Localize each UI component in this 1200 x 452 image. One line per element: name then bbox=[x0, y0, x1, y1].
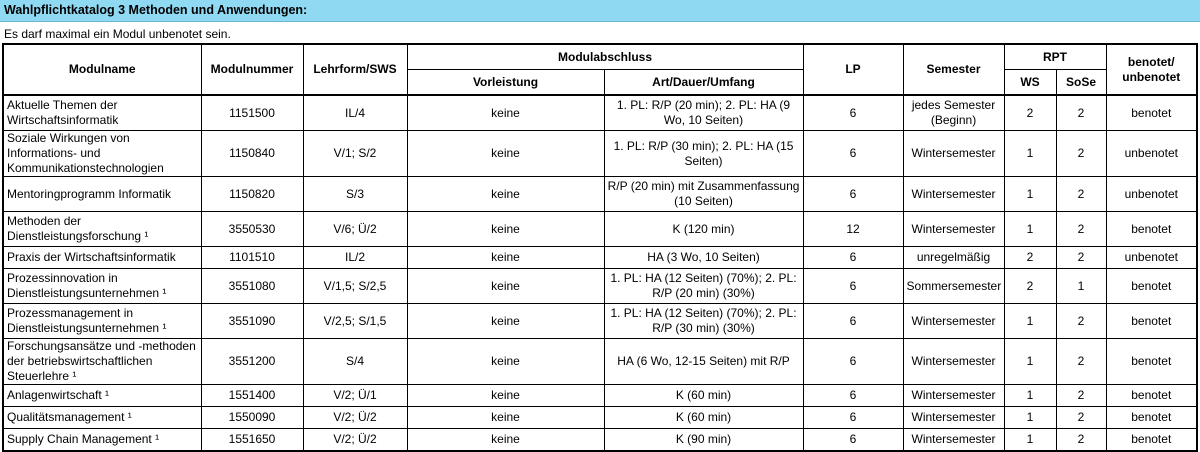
cell-nummer: 1551400 bbox=[201, 385, 303, 407]
cell-semester: Wintersemester bbox=[903, 385, 1004, 407]
header-semester: Semester bbox=[903, 44, 1004, 95]
cell-nummer: 3550530 bbox=[201, 212, 303, 247]
cell-art: K (120 min) bbox=[604, 212, 803, 247]
header-art: Art/Dauer/Umfang bbox=[604, 70, 803, 96]
cell-vorleistung: keine bbox=[407, 212, 604, 247]
table-row bbox=[3, 95, 1197, 131]
cell-sose: 2 bbox=[1056, 407, 1106, 429]
cell-ws: 2 bbox=[1004, 269, 1056, 304]
cell-lehrform: V/2; Ü/2 bbox=[303, 407, 407, 429]
cell-nummer: 1150820 bbox=[201, 177, 303, 212]
cell-art: 1. PL: R/P (30 min); 2. PL: HA (15 Seiten) bbox=[604, 131, 803, 177]
cell-ws: 2 bbox=[1004, 95, 1056, 131]
cell-name: Mentoringprogramm Informatik bbox=[3, 177, 201, 212]
cell-semester: Wintersemester bbox=[903, 429, 1004, 452]
cell-benotet: unbenotet bbox=[1106, 247, 1197, 269]
cell-vorleistung: keine bbox=[407, 247, 604, 269]
cell-nummer: 3551080 bbox=[201, 269, 303, 304]
cell-ws: 1 bbox=[1004, 177, 1056, 212]
table-row bbox=[3, 385, 1197, 407]
cell-semester: Wintersemester bbox=[903, 407, 1004, 429]
table-row bbox=[3, 407, 1197, 429]
cell-name: Prozessinnovation in Dienstleistungsunternehmen ¹ bbox=[3, 269, 201, 304]
cell-vorleistung: keine bbox=[407, 429, 604, 452]
cell-art: 1. PL: HA (12 Seiten) (70%); 2. PL: R/P (20 min) (30%) bbox=[604, 269, 803, 304]
cell-ws: 1 bbox=[1004, 212, 1056, 247]
cell-art: K (60 min) bbox=[604, 407, 803, 429]
header-rpt: RPT bbox=[1004, 44, 1106, 70]
cell-name: Forschungsansätze und -methoden der betriebswirtschaftlichen Steuerlehre ¹ bbox=[3, 339, 201, 385]
cell-sose: 2 bbox=[1056, 131, 1106, 177]
cell-nummer: 3551200 bbox=[201, 339, 303, 385]
cell-semester: unregelmäßig bbox=[903, 247, 1004, 269]
cell-lp: 6 bbox=[803, 304, 903, 339]
cell-ws: 2 bbox=[1004, 247, 1056, 269]
cell-nummer: 1151500 bbox=[201, 95, 303, 131]
cell-lehrform: V/1; S/2 bbox=[303, 131, 407, 177]
cell-lp: 6 bbox=[803, 407, 903, 429]
cell-nummer: 1101510 bbox=[201, 247, 303, 269]
cell-semester: Wintersemester bbox=[903, 131, 1004, 177]
cell-lehrform: S/4 bbox=[303, 339, 407, 385]
cell-name: Qualitätsmanagement ¹ bbox=[3, 407, 201, 429]
cell-name: Prozessmanagement in Dienstleistungsunternehmen ¹ bbox=[3, 304, 201, 339]
cell-vorleistung: keine bbox=[407, 385, 604, 407]
cell-name: Supply Chain Management ¹ bbox=[3, 429, 201, 452]
header-sose: SoSe bbox=[1056, 70, 1106, 96]
cell-vorleistung: keine bbox=[407, 339, 604, 385]
cell-sose: 2 bbox=[1056, 429, 1106, 452]
header-modulabschluss: Modulabschluss bbox=[407, 44, 803, 70]
cell-semester: jedes Semester (Beginn) bbox=[903, 95, 1004, 131]
cell-benotet: unbenotet bbox=[1106, 131, 1197, 177]
table-row bbox=[3, 212, 1197, 247]
cell-vorleistung: keine bbox=[407, 131, 604, 177]
cell-sose: 2 bbox=[1056, 212, 1106, 247]
table-row bbox=[3, 269, 1197, 304]
module-table bbox=[2, 43, 1198, 452]
cell-name: Anlagenwirtschaft ¹ bbox=[3, 385, 201, 407]
cell-art: K (90 min) bbox=[604, 429, 803, 452]
cell-art: 1. PL: HA (12 Seiten) (70%); 2. PL: R/P (30 min) (30%) bbox=[604, 304, 803, 339]
cell-benotet: benotet bbox=[1106, 429, 1197, 452]
cell-vorleistung: keine bbox=[407, 304, 604, 339]
cell-sose: 2 bbox=[1056, 304, 1106, 339]
cell-lp: 6 bbox=[803, 269, 903, 304]
header-benotet: benotet/ unbenotet bbox=[1106, 44, 1197, 95]
cell-benotet: benotet bbox=[1106, 95, 1197, 131]
cell-lehrform: S/3 bbox=[303, 177, 407, 212]
cell-benotet: benotet bbox=[1106, 339, 1197, 385]
cell-semester: Wintersemester bbox=[903, 339, 1004, 385]
cell-ws: 1 bbox=[1004, 407, 1056, 429]
cell-lp: 6 bbox=[803, 95, 903, 131]
cell-sose: 2 bbox=[1056, 247, 1106, 269]
cell-nummer: 1551650 bbox=[201, 429, 303, 452]
cell-lp: 12 bbox=[803, 212, 903, 247]
cell-vorleistung: keine bbox=[407, 407, 604, 429]
cell-lp: 6 bbox=[803, 339, 903, 385]
catalog-title: Wahlpflichtkatalog 3 Methoden und Anwendungen: bbox=[0, 0, 1200, 22]
cell-name: Praxis der Wirtschaftsinformatik bbox=[3, 247, 201, 269]
cell-lp: 6 bbox=[803, 385, 903, 407]
table-row bbox=[3, 339, 1197, 385]
catalog-note: Es darf maximal ein Modul unbenotet sein. bbox=[4, 27, 231, 41]
cell-art: HA (3 Wo, 10 Seiten) bbox=[604, 247, 803, 269]
table-row bbox=[3, 304, 1197, 339]
cell-sose: 2 bbox=[1056, 177, 1106, 212]
cell-lp: 6 bbox=[803, 429, 903, 452]
cell-sose: 2 bbox=[1056, 339, 1106, 385]
cell-nummer: 1150840 bbox=[201, 131, 303, 177]
header-vorleistung: Vorleistung bbox=[407, 70, 604, 96]
cell-lp: 6 bbox=[803, 247, 903, 269]
cell-ws: 1 bbox=[1004, 304, 1056, 339]
cell-benotet: benotet bbox=[1106, 385, 1197, 407]
header-modulnummer: Modulnummer bbox=[201, 44, 303, 95]
cell-lehrform: IL/2 bbox=[303, 247, 407, 269]
table-row bbox=[3, 247, 1197, 269]
cell-art: 1. PL: R/P (20 min); 2. PL: HA (9 Wo, 10 Seiten) bbox=[604, 95, 803, 131]
header-lehrform: Lehrform/SWS bbox=[303, 44, 407, 95]
table-row bbox=[3, 177, 1197, 212]
cell-vorleistung: keine bbox=[407, 177, 604, 212]
cell-lp: 6 bbox=[803, 177, 903, 212]
cell-art: R/P (20 min) mit Zusammenfassung (10 Seiten) bbox=[604, 177, 803, 212]
cell-sose: 2 bbox=[1056, 95, 1106, 131]
cell-ws: 1 bbox=[1004, 385, 1056, 407]
table-row bbox=[3, 131, 1197, 177]
cell-nummer: 3551090 bbox=[201, 304, 303, 339]
cell-benotet: benotet bbox=[1106, 212, 1197, 247]
cell-semester: Sommersemester bbox=[903, 269, 1004, 304]
cell-lehrform: V/2,5; S/1,5 bbox=[303, 304, 407, 339]
cell-art: HA (6 Wo, 12-15 Seiten) mit R/P bbox=[604, 339, 803, 385]
cell-vorleistung: keine bbox=[407, 95, 604, 131]
cell-sose: 2 bbox=[1056, 385, 1106, 407]
cell-nummer: 1550090 bbox=[201, 407, 303, 429]
cell-ws: 1 bbox=[1004, 429, 1056, 452]
cell-lehrform: V/2; Ü/2 bbox=[303, 429, 407, 452]
cell-name: Methoden der Dienstleistungsforschung ¹ bbox=[3, 212, 201, 247]
cell-name: Soziale Wirkungen von Informations- und Kommunikationstechnologien bbox=[3, 131, 201, 177]
cell-ws: 1 bbox=[1004, 339, 1056, 385]
cell-art: K (60 min) bbox=[604, 385, 803, 407]
cell-ws: 1 bbox=[1004, 131, 1056, 177]
cell-lehrform: V/6; Ü/2 bbox=[303, 212, 407, 247]
cell-lehrform: V/1,5; S/2,5 bbox=[303, 269, 407, 304]
cell-semester: Wintersemester bbox=[903, 304, 1004, 339]
cell-lehrform: IL/4 bbox=[303, 95, 407, 131]
cell-name: Aktuelle Themen der Wirtschaftsinformatik bbox=[3, 95, 201, 131]
cell-vorleistung: keine bbox=[407, 269, 604, 304]
cell-sose: 1 bbox=[1056, 269, 1106, 304]
table-row bbox=[3, 429, 1197, 452]
cell-semester: Wintersemester bbox=[903, 177, 1004, 212]
cell-benotet: benotet bbox=[1106, 269, 1197, 304]
header-ws: WS bbox=[1004, 70, 1056, 96]
cell-benotet: benotet bbox=[1106, 304, 1197, 339]
header-lp: LP bbox=[803, 44, 903, 95]
cell-lehrform: V/2; Ü/1 bbox=[303, 385, 407, 407]
cell-benotet: benotet bbox=[1106, 407, 1197, 429]
cell-benotet: unbenotet bbox=[1106, 177, 1197, 212]
cell-semester: Wintersemester bbox=[903, 212, 1004, 247]
header-modulname: Modulname bbox=[3, 44, 201, 95]
cell-lp: 6 bbox=[803, 131, 903, 177]
